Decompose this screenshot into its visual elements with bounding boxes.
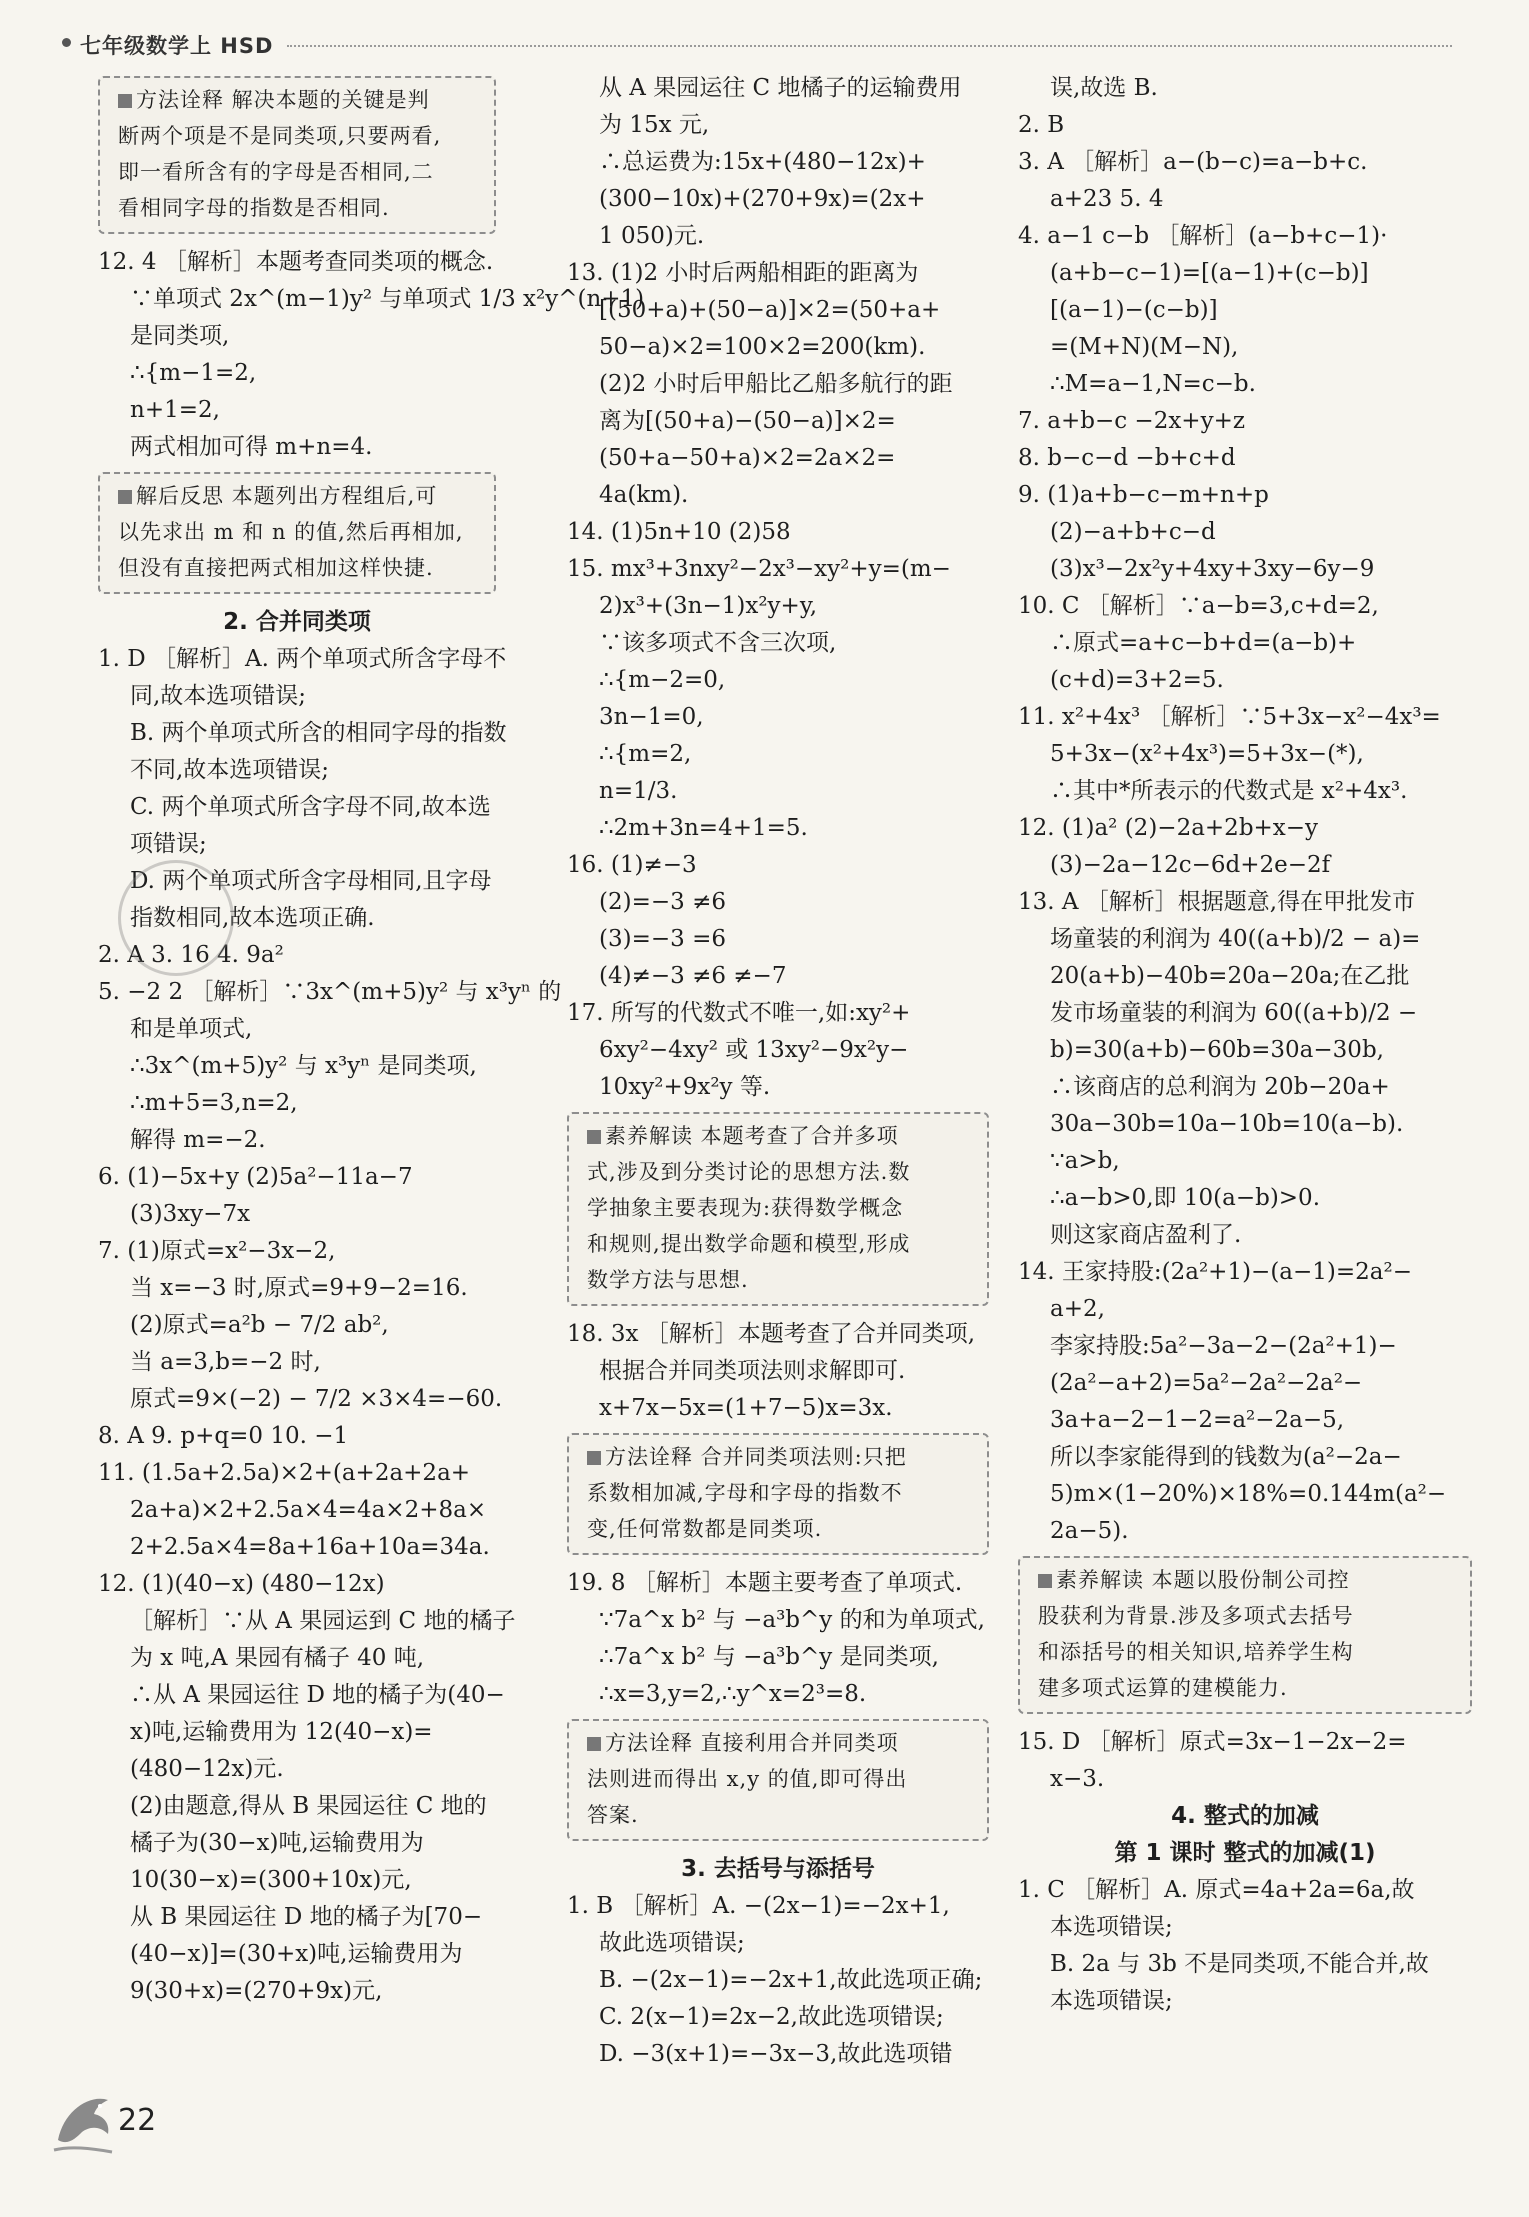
note-line: 和规则,提出数学命题和模型,形成 [587, 1232, 911, 1256]
answer-line: 5+3x−(x²+4x³)=5+3x−(*), [1050, 741, 1364, 767]
answer-line: 17. 所写的代数式不唯一,如:xy²+ [567, 1000, 911, 1026]
answer-line: b)=30(a+b)−60b=30a−30b, [1050, 1037, 1384, 1063]
answer-line: (40−x)]=(30+x)吨,运输费用为 [130, 1941, 463, 1967]
answer-line: =(M+N)(M−N), [1050, 334, 1239, 360]
answer-line: ∴a−b>0,即 10(a−b)>0. [1050, 1185, 1321, 1211]
answer-line: 16. (1)≠−3 [567, 852, 697, 878]
answer-line: ∴该商店的总利润为 20b−20a+ [1050, 1074, 1390, 1100]
answer-line: 9. (1)a+b−c−m+n+p [1018, 482, 1269, 508]
note-box [567, 1112, 989, 1306]
answer-line: 橘子为(30−x)吨,运输费用为 [130, 1830, 424, 1856]
column-right [1018, 70, 1472, 2020]
answer-line: (2)=−3 ≠6 [599, 889, 726, 915]
answer-line: 3a+a−2−1−2=a²−2a−5, [1050, 1407, 1345, 1433]
answer-line: 场童装的利润为 40((a+b)/2 − a)= [1050, 926, 1421, 952]
answer-line: 离为[(50+a)−(50−a)]×2= [599, 408, 896, 434]
answer-line: 8. b−c−d −b+c+d [1018, 445, 1236, 471]
answer-line: (480−12x)元. [130, 1756, 284, 1782]
section-heading: 第 1 课时 整式的加减(1) [1114, 1840, 1376, 1866]
answer-line: 20(a+b)−40b=20a−20a;在乙批 [1050, 963, 1410, 989]
note-line: 方法诠释 合并同类项法则:只把 [605, 1445, 907, 1469]
answer-line: a+23 5. 4 [1050, 186, 1164, 212]
answer-line: C. 2(x−1)=2x−2,故此选项错误; [599, 2004, 944, 2030]
answer-line: (3)=−3 =6 [599, 926, 726, 952]
note-line: 学抽象主要表现为:获得数学概念 [587, 1196, 904, 1220]
answer-line: 5)m×(1−20%)×18%=0.144m(a²− [1050, 1481, 1447, 1507]
answer-line: n=1/3. [599, 778, 678, 804]
answer-line: 50−a)×2=100×2=200(km). [599, 334, 926, 360]
answer-line: (2)原式=a²b − 7/2 ab², [130, 1312, 389, 1338]
answer-line: 11. x²+4x³ ［解析］∵5+3x−x²−4x³= [1018, 704, 1441, 730]
answer-line: 15. D ［解析］原式=3x−1−2x−2= [1018, 1729, 1407, 1755]
answer-line: 2+2.5a×4=8a+16a+10a=34a. [130, 1534, 490, 1560]
answer-line: 7. a+b−c −2x+y+z [1018, 408, 1245, 434]
answer-line: 10. C ［解析］∵a−b=3,c+d=2, [1018, 593, 1379, 619]
section-heading: 2. 合并同类项 [223, 609, 371, 635]
column-middle [567, 70, 989, 2073]
answer-line: 8. A 9. p+q=0 10. −1 [98, 1423, 349, 1449]
answer-line: 10(30−x)=(300+10x)元, [130, 1867, 412, 1893]
answer-line: (a+b−c−1)=[(a−1)+(c−b)] [1050, 260, 1369, 286]
note-line: 但没有直接把两式相加这样快捷. [118, 556, 434, 580]
note-line: 系数相加减,字母和字母的指数不 [587, 1481, 903, 1505]
note-marker-icon [587, 1130, 601, 1144]
answer-line: 1 050)元. [599, 223, 705, 249]
section-heading: 3. 去括号与添括号 [681, 1856, 875, 1882]
answer-line: ∴总运费为:15x+(480−12x)+ [599, 149, 926, 175]
answer-line: 同,故本选项错误; [130, 683, 307, 709]
answer-line: 18. 3x ［解析］本题考查了合并同类项, [567, 1321, 976, 1347]
answer-line: a+2, [1050, 1296, 1105, 1322]
answer-line: ［解析］∵从 A 果园运到 C 地的橘子 [130, 1608, 516, 1634]
answer-line: 从 A 果园运往 C 地橘子的运输费用 [599, 75, 962, 101]
answer-line: 2. A 3. 16 4. 9a² [98, 942, 284, 968]
bullet-icon [62, 38, 71, 47]
header-rule [287, 45, 1452, 47]
answer-line: 发市场童装的利润为 60((a+b)/2 − [1050, 1000, 1418, 1026]
answer-line: ∴2m+3n=4+1=5. [599, 815, 808, 841]
header-title: 七年级数学上 HSD [80, 34, 274, 58]
answer-line: 3. A ［解析］a−(b−c)=a−b+c. [1018, 149, 1368, 175]
note-box [1018, 1556, 1472, 1714]
note-box [567, 1719, 989, 1841]
answer-line: (2)−a+b+c−d [1050, 519, 1216, 545]
answer-line: (50+a−50+a)×2=2a×2= [599, 445, 896, 471]
answer-line: 原式=9×(−2) − 7/2 ×3×4=−60. [130, 1386, 503, 1412]
note-line: 式,涉及到分类讨论的思想方法.数 [587, 1160, 911, 1184]
answer-line: ∴3x^(m+5)y² 与 x³yⁿ 是同类项, [130, 1053, 477, 1079]
answer-line: B. −(2x−1)=−2x+1,故此选项正确; [599, 1967, 983, 1993]
answer-line: (2)2 小时后甲船比乙船多航行的距 [599, 371, 953, 397]
answer-line: 项错误; [130, 831, 207, 857]
answer-line: 2. B [1018, 112, 1065, 138]
answer-line: 从 B 果园运往 D 地的橘子为[70− [130, 1904, 483, 1930]
answer-line: 当 a=3,b=−2 时, [130, 1349, 321, 1375]
answer-line: 当 x=−3 时,原式=9+9−2=16. [130, 1275, 468, 1301]
answer-line: 和是单项式, [130, 1016, 253, 1042]
answer-line: D. 两个单项式所含字母相同,且字母 [130, 868, 492, 894]
answer-line: 为 15x 元, [599, 112, 710, 138]
note-line: 数学方法与思想. [587, 1268, 749, 1292]
answer-line: 6. (1)−5x+y (2)5a²−11a−7 [98, 1164, 413, 1190]
note-marker-icon [587, 1451, 601, 1465]
note-marker-icon [118, 94, 132, 108]
answer-line: ∴7a^x b² 与 −a³b^y 是同类项, [599, 1644, 939, 1670]
answer-line: 12. 4 ［解析］本题考查同类项的概念. [98, 249, 494, 275]
answer-line: (300−10x)+(270+9x)=(2x+ [599, 186, 926, 212]
answer-line: 为 x 吨,A 果园有橘子 40 吨, [130, 1645, 425, 1671]
answer-line: ∵a>b, [1050, 1148, 1120, 1174]
answer-line: ∴x=3,y=2,∴y^x=2³=8. [599, 1681, 867, 1707]
answer-line: 根据合并同类项法则求解即可. [599, 1358, 906, 1384]
note-line: 解后反思 本题列出方程组后,可 [136, 484, 438, 508]
note-line: 素养解读 本题以股份制公司控 [1056, 1568, 1350, 1592]
answer-line: x+7x−5x=(1+7−5)x=3x. [599, 1395, 893, 1421]
answer-line: 误,故选 B. [1050, 75, 1158, 101]
note-line: 股获利为背景.涉及多项式去括号 [1038, 1604, 1354, 1628]
answer-line: 所以李家能得到的钱数为(a²−2a− [1050, 1444, 1402, 1470]
answer-line: 1. C ［解析］A. 原式=4a+2a=6a,故 [1018, 1877, 1415, 1903]
answer-line: 是同类项, [130, 323, 230, 349]
answer-line: 本选项错误; [1050, 1988, 1173, 2014]
answer-line: 19. 8 ［解析］本题主要考查了单项式. [567, 1570, 963, 1596]
answer-line: 30a−30b=10a−10b=10(a−b). [1050, 1111, 1404, 1137]
answer-line: (2a²−a+2)=5a²−2a²−2a²− [1050, 1370, 1363, 1396]
note-marker-icon [587, 1737, 601, 1751]
answer-line: 9(30+x)=(270+9x)元, [130, 1978, 383, 2004]
note-line: 素养解读 本题考查了合并多项 [605, 1124, 899, 1148]
answer-line: (c+d)=3+2=5. [1050, 667, 1224, 693]
note-line: 法则进而得出 x,y 的值,即可得出 [587, 1767, 908, 1791]
answer-line: 两式相加可得 m+n=4. [130, 434, 373, 460]
answer-line: 4a(km). [599, 482, 689, 508]
answer-line: (3)3xy−7x [130, 1201, 251, 1227]
answer-line: ∴其中*所表示的代数式是 x²+4x³. [1050, 778, 1408, 804]
answer-line: 13. A ［解析］根据题意,得在甲批发市 [1018, 889, 1416, 915]
stamp-seal [118, 860, 234, 976]
note-line: 方法诠释 解决本题的关键是判 [136, 88, 430, 112]
answer-line: B. 2a 与 3b 不是同类项,不能合并,故 [1050, 1951, 1429, 1977]
page-number: 22 [118, 2103, 157, 2138]
note-line: 断两个项是不是同类项,只要两看, [118, 124, 442, 148]
answer-line: 李家持股:5a²−3a−2−(2a²+1)− [1050, 1333, 1397, 1359]
note-marker-icon [1038, 1574, 1052, 1588]
answer-line: 15. mx³+3nxy²−2x³−xy²+y=(m− [567, 556, 951, 582]
answer-line: ∴从 A 果园运往 D 地的橘子为(40− [130, 1682, 505, 1708]
answer-line: 故此选项错误; [599, 1930, 745, 1956]
answer-line: (3)x³−2x²y+4xy+3xy−6y−9 [1050, 556, 1375, 582]
answer-line: ∴m+5=3,n=2, [130, 1090, 298, 1116]
note-marker-icon [118, 490, 132, 504]
note-line: 答案. [587, 1803, 639, 1827]
dolphin-icon [50, 2080, 120, 2160]
answer-line: 1. D ［解析］A. 两个单项式所含字母不 [98, 646, 507, 672]
note-line: 和添括号的相关知识,培养学生构 [1038, 1640, 1354, 1664]
note-line: 看相同字母的指数是否相同. [118, 196, 390, 220]
note-box [98, 76, 496, 234]
answer-line: 2)x³+(3n−1)x²y+y, [599, 593, 818, 619]
answer-line: n+1=2, [130, 397, 220, 423]
note-line: 变,任何常数都是同类项. [587, 1517, 823, 1541]
answer-line: 13. (1)2 小时后两船相距的距离为 [567, 260, 919, 286]
answer-line: ∴原式=a+c−b+d=(a−b)+ [1050, 630, 1357, 656]
answer-line: 4. a−1 c−b ［解析］(a−b+c−1)· [1018, 223, 1388, 249]
page-header [62, 30, 1452, 56]
answer-line: ∴{m−1=2, [130, 360, 257, 386]
answer-line: 12. (1)(40−x) (480−12x) [98, 1571, 385, 1597]
answer-line: 2a−5). [1050, 1518, 1129, 1544]
answer-line: 3n−1=0, [599, 704, 704, 730]
answer-line: 10xy²+9x²y 等. [599, 1074, 771, 1100]
answer-line: (3)−2a−12c−6d+2e−2f [1050, 852, 1331, 878]
note-line: 即一看所含有的字母是否相同,二 [118, 160, 434, 184]
answer-line: (4)≠−3 ≠6 ≠−7 [599, 963, 787, 989]
answer-line: C. 两个单项式所含字母不同,故本选 [130, 794, 491, 820]
answer-line: 11. (1.5a+2.5a)×2+(a+2a+2a+ [98, 1460, 471, 1486]
note-box [567, 1433, 989, 1555]
answer-line: [(a−1)−(c−b)] [1050, 297, 1218, 323]
answer-line: x)吨,运输费用为 12(40−x)= [130, 1719, 433, 1745]
answer-line: ∴{m−2=0, [599, 667, 726, 693]
answer-line: 则这家商店盈利了. [1050, 1222, 1242, 1248]
answer-line: ∴{m=2, [599, 741, 692, 767]
answer-line: ∵7a^x b² 与 −a³b^y 的和为单项式, [599, 1607, 985, 1633]
answer-line: ∵该多项式不含三次项, [599, 630, 837, 656]
answer-line: B. 两个单项式所含的相同字母的指数 [130, 720, 507, 746]
answer-line: (2)由题意,得从 B 果园运往 C 地的 [130, 1793, 487, 1819]
answer-line: 7. (1)原式=x²−3x−2, [98, 1238, 336, 1264]
answer-line: 本选项错误; [1050, 1914, 1173, 1940]
section-heading: 4. 整式的加减 [1171, 1803, 1319, 1829]
note-line: 以先求出 m 和 n 的值,然后再相加, [118, 520, 464, 544]
answer-line: 解得 m=−2. [130, 1127, 266, 1153]
answer-line: [(50+a)+(50−a)]×2=(50+a+ [599, 297, 941, 323]
answer-line: 指数相同,故本选项正确. [130, 905, 375, 931]
answer-line: 12. (1)a² (2)−2a+2b+x−y [1018, 815, 1319, 841]
answer-line: 不同,故本选项错误; [130, 757, 330, 783]
answer-line: ∴M=a−1,N=c−b. [1050, 371, 1256, 397]
answer-line: ∵单项式 2x^(m−1)y² 与单项式 1/3 x²y^(n+1) [130, 286, 645, 312]
answer-line: D. −3(x+1)=−3x−3,故此选项错 [599, 2041, 953, 2067]
answer-line: 6xy²−4xy² 或 13xy²−9x²y− [599, 1037, 909, 1063]
note-line: 方法诠释 直接利用合并同类项 [605, 1731, 899, 1755]
note-box [98, 472, 496, 594]
note-line: 建多项式运算的建模能力. [1038, 1676, 1288, 1700]
answer-line: x−3. [1050, 1766, 1105, 1792]
answer-line: 2a+a)×2+2.5a×4=4a×2+8a× [130, 1497, 487, 1523]
answer-line: 5. −2 2 ［解析］∵3x^(m+5)y² 与 x³yⁿ 的 [98, 979, 562, 1005]
answer-line: 1. B ［解析］A. −(2x−1)=−2x+1, [567, 1893, 950, 1919]
answer-line: 14. 王家持股:(2a²+1)−(a−1)=2a²− [1018, 1259, 1412, 1285]
answer-line: 14. (1)5n+10 (2)58 [567, 519, 791, 545]
